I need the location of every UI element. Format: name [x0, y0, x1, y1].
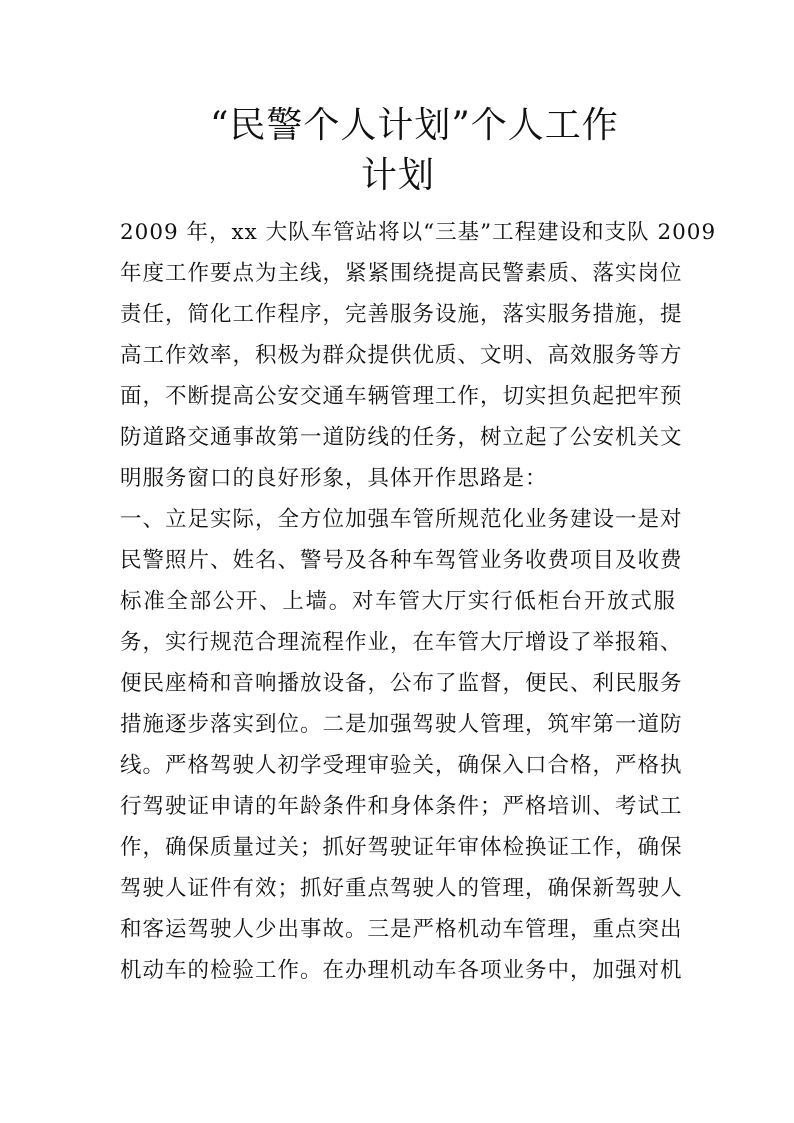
body-line: 线。严格驾驶人初学受理审验关，确保入口合格，严格执 — [120, 753, 683, 778]
body-line: 和客运驾驶人少出事故。三是严格机动车管理，重点突出 — [120, 917, 683, 942]
document-title-line-2: 计划 — [360, 155, 435, 196]
body-line: 防道路交通事故第一道防线的任务，树立起了公安机关文 — [120, 425, 683, 450]
body-line: 便民座椅和音响播放设备，公布了监督，便民、利民服务 — [120, 671, 683, 696]
body-line: 措施逐步落实到位。二是加强驾驶人管理，筑牢第一道防 — [120, 712, 683, 737]
body-line: 标准全部公开、上墙。对车管大厅实行低柜台开放式服 — [120, 589, 676, 614]
body-line: 民警照片、姓名、警号及各种车驾管业务收费项目及收费 — [120, 548, 683, 573]
body-line: 明服务窗口的良好形象，具体开作思路是： — [120, 466, 548, 491]
document-title-line-1: “民警个人计划”个人工作 — [210, 105, 619, 146]
body-line: 面，不断提高公安交通车辆管理工作，切实担负起把牢预 — [120, 384, 683, 409]
body-line: 责任，简化工作程序，完善服务设施，落实服务措施，提 — [120, 302, 683, 327]
body-line: 作，确保质量过关；抓好驾驶证年审体检换证工作，确保 — [120, 835, 683, 860]
body-line: 年度工作要点为主线，紧紧围绕提高民警素质、落实岗位 — [120, 261, 683, 286]
document-body — [120, 212, 717, 991]
body-line: 务，实行规范合理流程作业，在车管大厅增设了举报箱、 — [120, 630, 683, 655]
body-line: 行驾驶证申请的年龄条件和身体条件；严格培训、考试工 — [120, 794, 683, 819]
body-line: 2009 年，xx 大队车管站将以“三基”工程建设和支队 2009 — [120, 220, 717, 245]
body-line: 高工作效率，积极为群众提供优质、文明、高效服务等方 — [120, 343, 683, 368]
body-line: 机动车的检验工作。在办理机动车各项业务中，加强对机 — [120, 958, 683, 983]
body-line: 驾驶人证件有效；抓好重点驾驶人的管理，确保新驾驶人 — [120, 876, 683, 901]
body-line: 一、立足实际，全方位加强车管所规范化业务建设一是对 — [120, 507, 683, 532]
